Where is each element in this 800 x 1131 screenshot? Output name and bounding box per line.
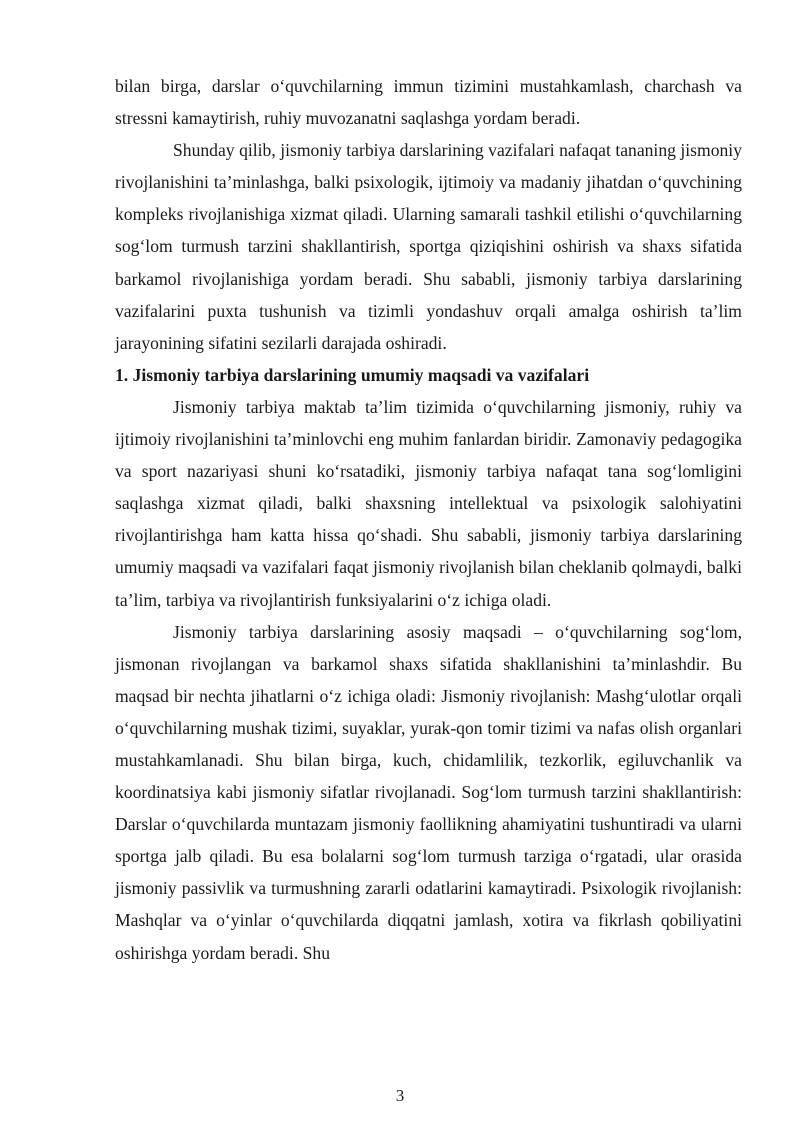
body-text [115,70,742,969]
paragraph-conclusion: Shunday qilib, jismoniy tarbiya darslarining vazifalari nafaqat tananing jismoniy rivojlanishini ta’minlashga, balki psixologik, ijtimoiy va madaniy jihatdan o‘quvchining kompleks rivojlanishiga xizmat qiladi. Ularning samarali tashkil etilishi o‘quvchilarning sog‘lom turmush tarzini shakllantirish, sportga qiziqishini oshirish va shaxs sifatida barkamol rivojlanishiga yordam beradi. Shu sababli, jismoniy tarbiya darslarining vazifalarini puxta tushunish va tizimli yondashuv orqali amalga oshirish ta’lim jarayonining sifatini sezilarli darajada oshiradi. [115,140,742,353]
paragraph-continuation: bilan birga, darslar o‘quvchilarning immun tizimini mustahkamlash, charchash va stressni kamaytirish, ruhiy muvozanatni saqlashga yordam beradi. [115,76,742,129]
page-number: 3 [395,1086,405,1105]
paragraph-intro: Jismoniy tarbiya maktab ta’lim tizimida o‘quvchilarning jismoniy, ruhiy va ijtimoiy rivojlanishini ta’minlovchi eng muhim fanlardan biridir. Zamonaviy pedagogika va sport nazariyasi shuni ko‘rsatadiki, jismoniy tarbiya nafaqat tana sog‘lomligini saqlashga xizmat qiladi, balki shaxsning intellektual va psixologik salohiyatini rivojlantirishga ham katta hissa qo‘shadi. Shu sababli, jismoniy tarbiya darslarining umumiy maqsadi va vazifalari faqat jismoniy rivojlanish bilan cheklanib qolmaydi, balki ta’lim, tarbiya va rivojlantirish funksiyalarini o‘z ichiga oladi. [115,396,742,610]
section-heading: 1. Jismoniy tarbiya darslarining umumiy maqsadi va vazifalari [115,364,590,385]
paragraph-main-goal: Jismoniy tarbiya darslarining asosiy maqsadi – o‘quvchilarning sog‘lom, jismonan rivojlangan va barkamol shaxs sifatida shakllanishini ta’minlashdir. Bu maqsad bir nechta jihatlarni o‘z ichiga oladi: Jismoniy rivojlanish: Mashg‘ulotlar orqali o‘quvchilarning mushak tizimi, suyaklar, yurak-qon tomir tizimi va nafas olish organlari mustahkamlanadi. Shu bilan birga, kuch, chidamlilik, tezkorlik, egiluvchanlik va koordinatsiya kabi jismoniy sifatlar rivojlanadi. Sog‘lom turmush tarzini shakllantirish: Darslar o‘quvchilarda muntazam jismoniy faollikning ahamiyatini tushuntiradi va ularni sportga jalb qiladi. Bu esa bolalarni sog‘lom turmush tarziga o‘rgatadi, ular orasida jismoniy passivlik va turmushning zararli odatlarini kamaytiradi. Psixologik rivojlanish: Mashqlar va o‘yinlar o‘quvchilarda diqqatni jamlash, xotira va fikrlash qobiliyatini oshirishga yordam beradi. Shu [115,621,742,963]
